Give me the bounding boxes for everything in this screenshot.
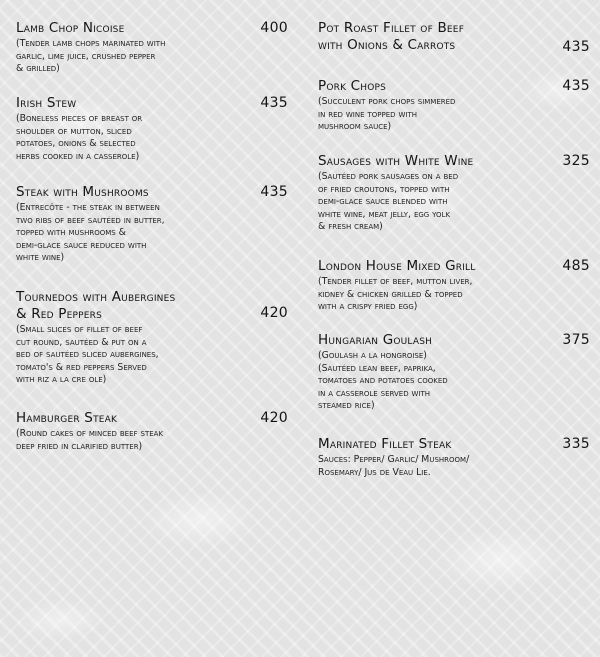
menu-item	[16, 289, 288, 387]
dish-price: 435	[260, 184, 288, 200]
dish-description: (Goulash a la hongroise) (Sautéed lean beef, paprika, tomatoes and potatoes cooked in a casserole served with steamed rice)	[318, 350, 448, 412]
dish-price: 435	[562, 78, 590, 94]
dish-description: (Round cakes of minced beef steak deep fried in clarified butter)	[16, 428, 164, 452]
menu-item	[318, 258, 590, 314]
dish-description: (Small slices of fillet of beef cut round, sautéed & put on a bed of sautéed sliced aubergines, tomato's & red peppers Served with riz a la cre ole)	[16, 324, 159, 386]
menu-item	[16, 20, 288, 76]
dish-description: Sauces: Pepper/ Garlic/ Mushroom/ Rosemary/ Jus de Veau Lie.	[318, 454, 470, 478]
dish-description: (Sautéed pork sausages on a bed of fried croutons, topped with demi-glace sauce blended with white wine, meat jelly, egg yolk & fresh cream)	[318, 171, 459, 233]
dish-description: (Boneless pieces of breast or shoulder of mutton, sliced potatoes, onions & selected herbs cooked in a casserole)	[16, 113, 143, 162]
dish-description: (Entrecôte - the steak in between two ribs of beef sautéed in butter, topped with mushrooms & demi-glace sauce reduced with white wine)	[16, 202, 165, 264]
dish-description: (Tender lamb chops marinated with garlic, lime juice, crushed pepper & grilled)	[16, 38, 166, 75]
dish-name: Pork Chops	[318, 78, 387, 94]
dish-name: Tournedos with Aubergines & Red Peppers	[16, 289, 176, 322]
dish-name: Hungarian Goulash	[318, 332, 433, 348]
dish-price: 420	[260, 305, 288, 321]
menu-item	[16, 95, 288, 163]
dish-name: Steak with Mushrooms	[16, 184, 149, 200]
menu-item	[318, 332, 590, 413]
dish-price: 400	[260, 20, 288, 36]
menu-item	[16, 410, 288, 453]
dish-price: 420	[260, 410, 288, 426]
dish-description: (Tender fillet of beef, mutton liver, kidney & chicken grilled & topped with a crispy fried egg)	[318, 276, 473, 313]
dish-name: Lamb Chop Nicoise	[16, 20, 125, 36]
dish-name: Irish Stew	[16, 95, 77, 111]
dish-price: 335	[562, 436, 590, 452]
dish-price: 375	[562, 332, 590, 348]
menu-item	[318, 78, 590, 134]
dish-price: 325	[562, 153, 590, 169]
menu-item	[318, 20, 590, 54]
dish-name: London House Mixed Grill	[318, 258, 476, 274]
dish-name: Sausages with White Wine	[318, 153, 474, 169]
dish-description: (Succulent pork chops simmered in red wine topped with mushroom sauce)	[318, 96, 456, 133]
dish-price: 435	[562, 39, 590, 55]
dish-price: 435	[260, 95, 288, 111]
menu-item	[318, 436, 590, 479]
menu-item	[318, 153, 590, 234]
dish-name: Marinated Fillet Steak	[318, 436, 452, 452]
dish-name: Pot Roast Fillet of Beef with Onions & Carrots	[318, 20, 465, 53]
dish-price: 485	[562, 258, 590, 274]
menu-item	[16, 184, 288, 265]
dish-name: Hamburger Steak	[16, 410, 118, 426]
